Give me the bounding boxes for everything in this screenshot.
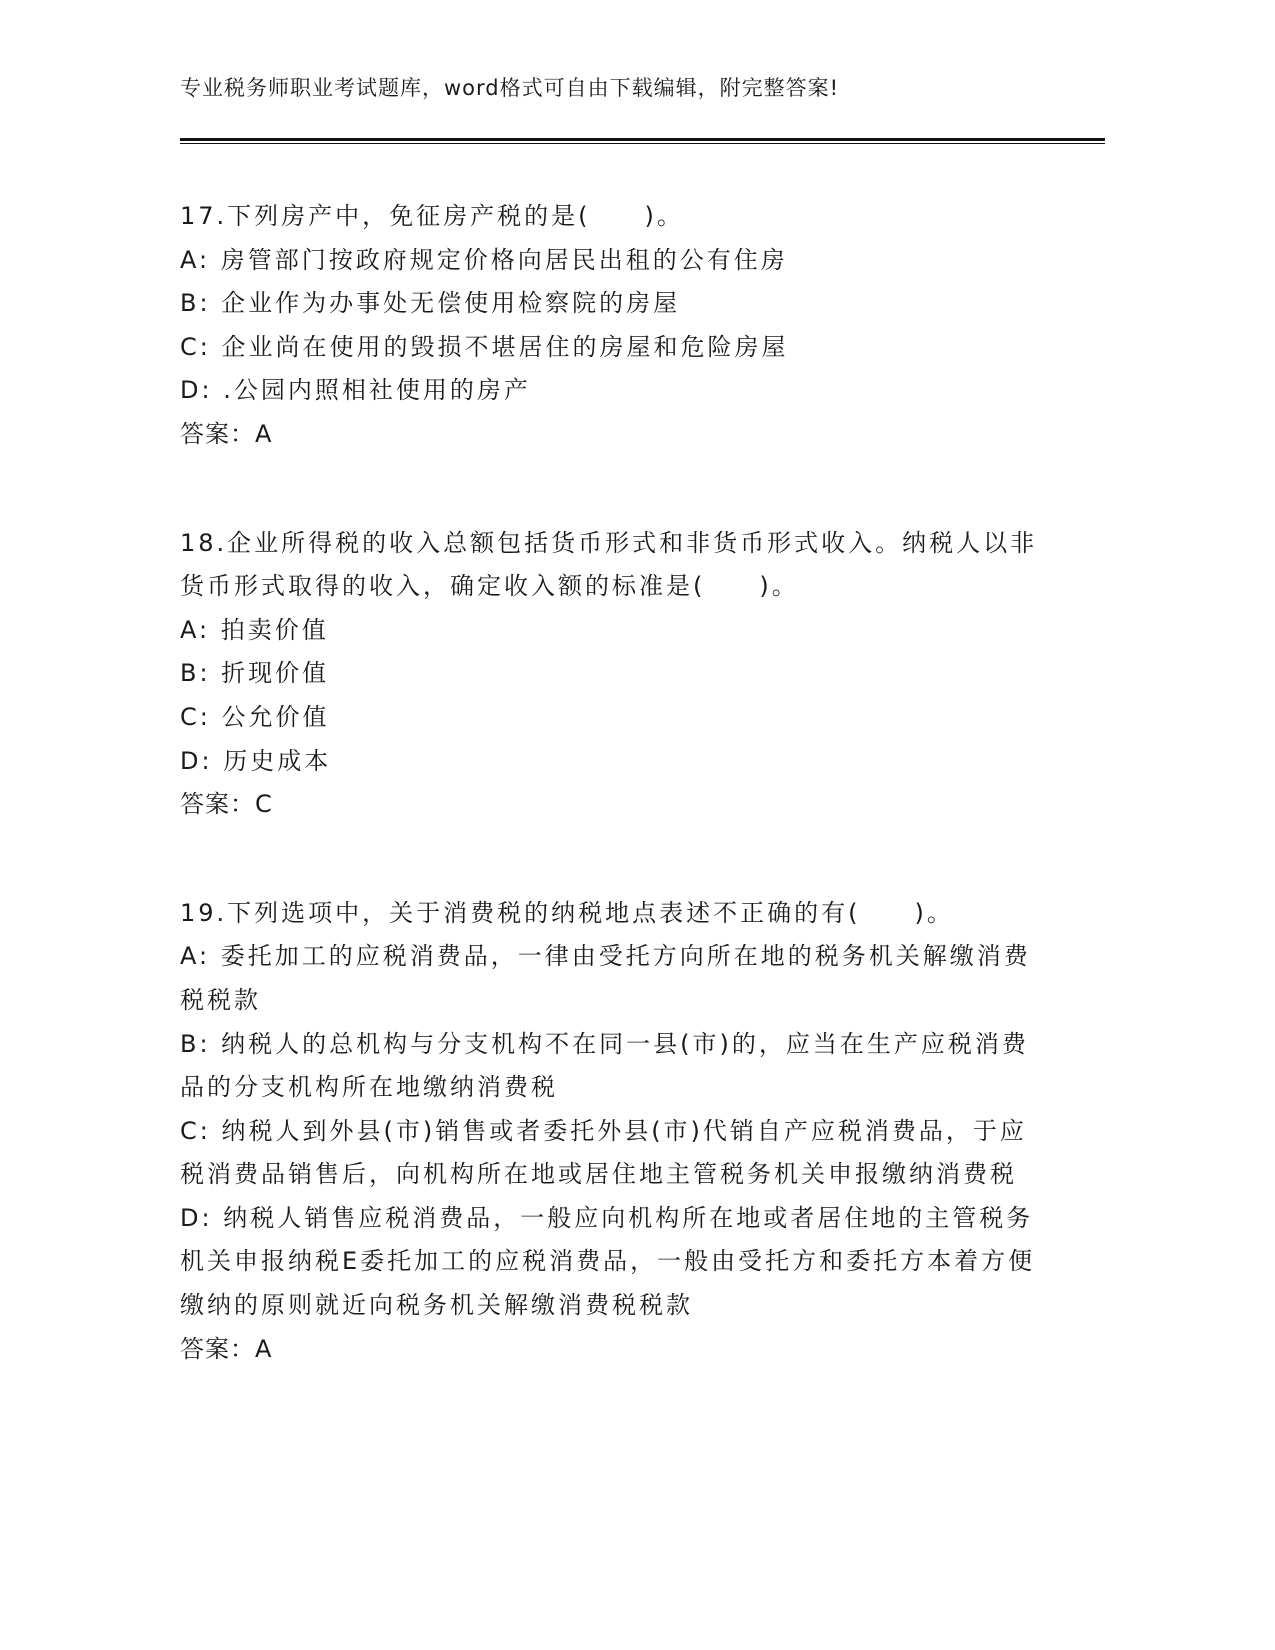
answer: 答案：A — [180, 1334, 273, 1363]
answer: 答案：C — [180, 790, 273, 819]
option-d: D: 历史成本 — [180, 746, 332, 775]
answer: 答案：A — [180, 419, 273, 448]
question-18 — [180, 522, 1040, 827]
option-b: B: 企业作为办事处无偿使用检察院的房屋 — [180, 289, 681, 318]
header-rule-thin — [180, 143, 1105, 144]
option-c: C: 纳税人到外县(市)销售或者委托外县(市)代销自产应税消费品，于应税消费品销售后，向机构所在地或居住地主管税务机关申报缴纳消费税 — [180, 1116, 1027, 1189]
question-stem: 18.企业所得税的收入总额包括货币形式和非货币形式收入。纳税人以非货币形式取得的收入，确定收入额的标准是( )。 — [180, 528, 1038, 601]
option-d: D: .公园内照相社使用的房产 — [180, 376, 531, 405]
question-17 — [180, 195, 1040, 457]
option-d: D: 纳税人销售应税消费品，一般应向机构所在地或者居住地的主管税务机关申报纳税E委托加工的应税消费品，一般由受托方和委托方本着方便缴纳的原则就近向税务机关解缴消费税税款 — [180, 1203, 1036, 1320]
question-stem: 17.下列房产中，免征房产税的是( )。 — [180, 202, 684, 230]
question-list — [180, 195, 1040, 1436]
option-b: B: 折现价值 — [180, 659, 330, 688]
option-a: A: 房管部门按政府规定价格向居民出租的公有住房 — [180, 245, 788, 274]
option-a: A: 委托加工的应税消费品，一律由受托方向所在地的税务机关解缴消费税税款 — [180, 942, 1031, 1014]
question-19 — [180, 892, 1040, 1372]
question-stem: 19.下列选项中，关于消费税的纳税地点表述不正确的有( )。 — [180, 898, 954, 927]
option-a: A: 拍卖价值 — [180, 615, 329, 644]
page-header: 专业税务师职业考试题库，word格式可自由下载编辑，附完整答案! — [180, 76, 840, 100]
option-c: C: 公允价值 — [180, 702, 330, 731]
option-c: C: 企业尚在使用的毁损不堪居住的房屋和危险房屋 — [180, 332, 789, 361]
option-b: B: 纳税人的总机构与分支机构不在同一县(市)的，应当在生产应税消费品的分支机构所在地缴纳消费税 — [180, 1029, 1029, 1102]
header-rule — [180, 138, 1105, 141]
